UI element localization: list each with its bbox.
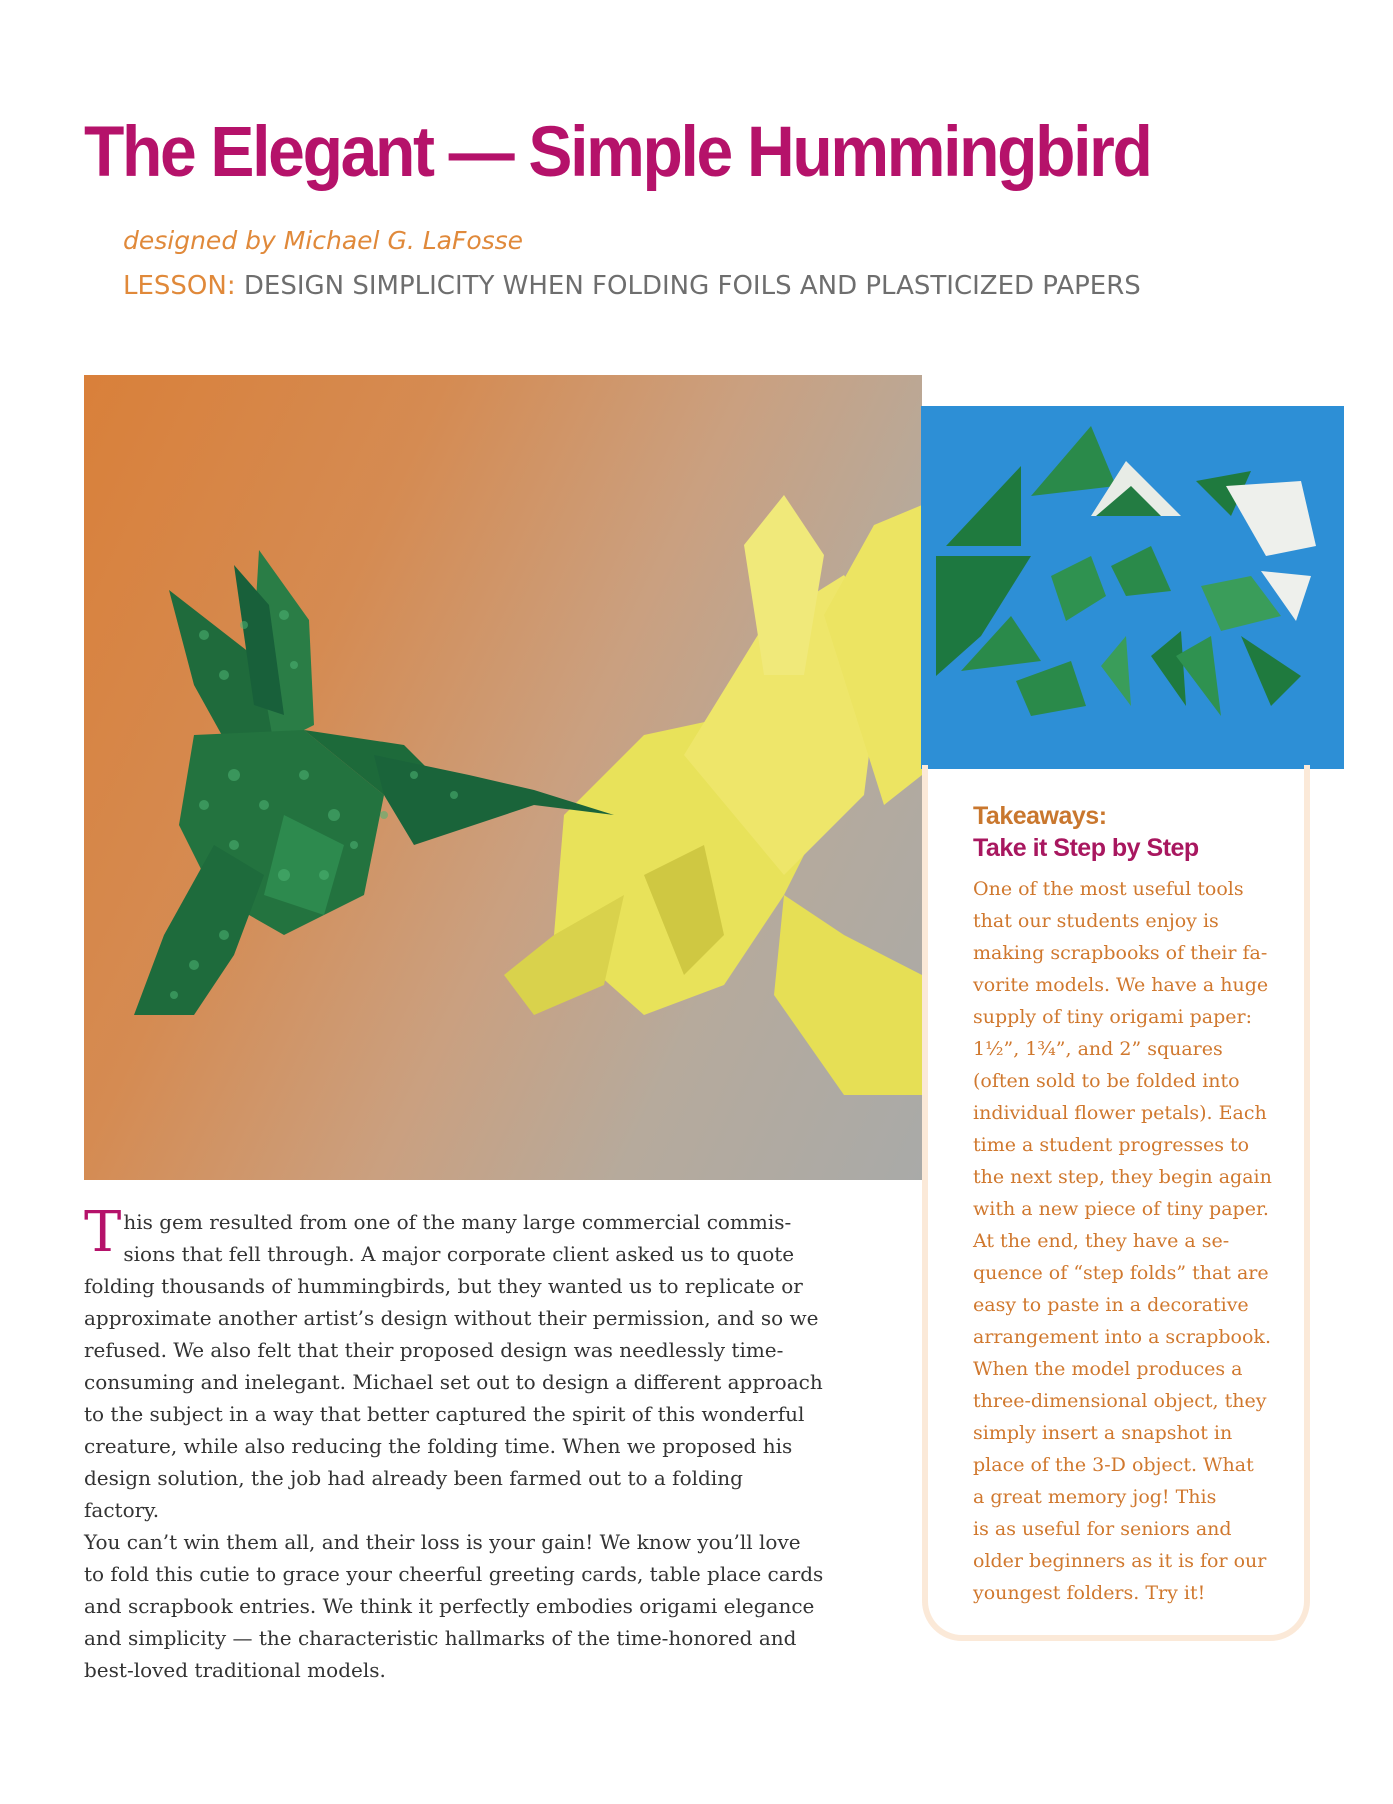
takeaways-title: Takeaways: [973,802,1107,830]
takeaways-text: One of the most useful tools that our students enjoy is making scrapbooks of their fa- vorite models. We have a huge supply of tiny origami paper: 1½”, 1¾”, and 2” squares (often sold to be folded into individual flower petals). Each time a student progresses to the next step, they begin again with a new piece of tiny paper. At the end, they have a se- quence of “step folds” that are easy to paste in a decorative arrangement into a scrapbook. When the model produces a three-dimensional object, they simply insert a snapshot in place of the 3-D object. What a great memory jog! This is as useful for seniors and older beginners as it is for our youngest folders. Try it! [973,878,1272,1604]
lesson-label: LESSON: [123,271,236,301]
lesson-line [123,271,1141,301]
step-fold-sequence-illustration [936,426,1316,716]
page-title: The Elegant — Simple Hummingbird [84,113,1151,192]
takeaways-subtitle: Take it Step by Step [973,834,1199,862]
takeaways-heading [973,800,1273,864]
article-body [84,1200,824,1686]
designer-byline: designed by Michael G. LaFosse [123,226,524,255]
origami-lily-illustration [504,495,922,1095]
drop-cap: T [84,1200,122,1265]
lesson-text: DESIGN SIMPLICITY WHEN FOLDING FOILS AND PLASTICIZED PAPERS [243,271,1141,301]
article-body-text: his gem resulted from one of the many large commercial commis- sions that fell through. A major corporate client asked us to quote folding thousands of hummingbirds, but they wanted us to replicate or approximate another artist’s design without their permission, and so we refused. We also felt that their proposed design was needlessly time- consuming and inelegant. Michael set out to design a different approach to the subject in a way that better captured the spirit of this wonderful creature, while also reducing the folding time. When we proposed his design solution, the job had already been farmed out to a folding factory. You can’t win them all, and their loss is your gain! We know you’ll love to fold this cutie to grace your cheerful greeting cards, table place cards and scrapbook entries. We think it perfectly embodies origami elegance and simplicity — the characteristic hallmarks of the time-honored and best-loved traditional models. [84,1210,824,1682]
hero-photo-hummingbird-and-lily [84,375,922,1180]
step-folds-photo [921,406,1344,769]
